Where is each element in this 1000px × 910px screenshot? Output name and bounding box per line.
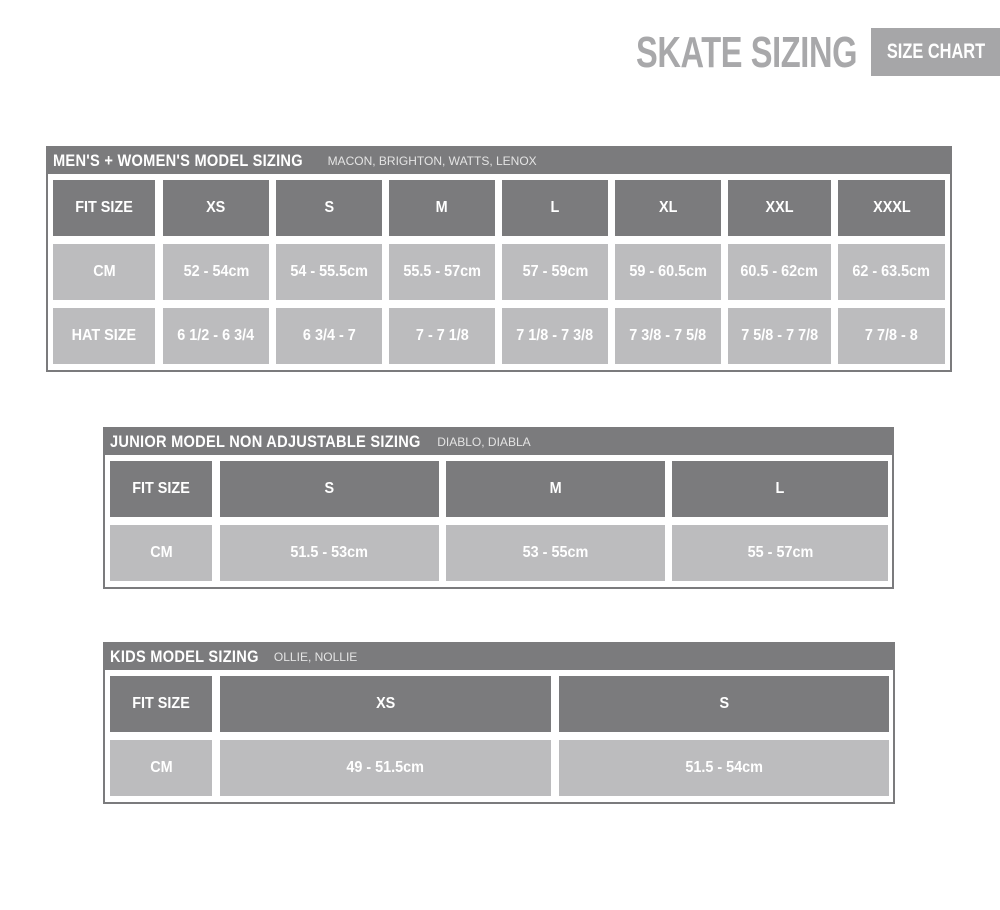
size-header xyxy=(615,180,721,236)
cell-text: 49 - 51.5cm xyxy=(346,759,425,776)
junior-sizing-header xyxy=(105,429,892,455)
cell-text: S xyxy=(719,695,729,712)
size-header xyxy=(163,180,269,236)
cell-text: L xyxy=(550,199,560,216)
fit-size-label xyxy=(110,461,212,517)
adult-sizing-header xyxy=(48,148,950,174)
cell-text: 60.5 - 62cm xyxy=(740,263,819,280)
size-header xyxy=(502,180,608,236)
adult-sizing-table xyxy=(46,146,952,372)
cell-text: 51.5 - 54cm xyxy=(685,759,763,776)
cell-text: 7 7/8 - 8 xyxy=(865,327,918,344)
hat-size-value xyxy=(615,308,721,364)
fit-size-label xyxy=(110,676,212,732)
cell-text: 55 - 57cm xyxy=(747,544,813,561)
size-header xyxy=(446,461,665,517)
cm-value xyxy=(163,244,269,300)
cm-value xyxy=(389,244,495,300)
cell-text: 7 5/8 - 7 7/8 xyxy=(741,327,818,344)
kids-sizing-grid xyxy=(105,670,893,802)
junior-sizing-table xyxy=(103,427,894,589)
size-header xyxy=(838,180,945,236)
fit-size-label xyxy=(53,180,155,236)
adult-sizing-models: MACON, BRIGHTON, WATTS, LENOX xyxy=(327,154,537,168)
cell-text: FIT SIZE xyxy=(132,695,190,712)
size-header xyxy=(389,180,495,236)
adult-sizing-title: MEN'S + WOMEN'S MODEL SIZING xyxy=(53,151,303,170)
cell-text: XS xyxy=(206,199,226,216)
cm-value xyxy=(615,244,721,300)
cm-label xyxy=(110,740,212,796)
hat-size-value xyxy=(389,308,495,364)
cell-text: XXL xyxy=(765,199,794,216)
cm-value xyxy=(502,244,608,300)
page-title: SKATE SIZING xyxy=(636,28,858,77)
cell-text: CM xyxy=(149,544,173,561)
cell-text: S xyxy=(324,480,335,497)
cell-text: 62 - 63.5cm xyxy=(852,263,931,280)
cell-text: 51.5 - 53cm xyxy=(290,544,369,561)
hat-size-label xyxy=(53,308,155,364)
junior-sizing-grid xyxy=(105,455,892,587)
cell-text: 6 3/4 - 7 xyxy=(302,327,356,344)
hat-size-value xyxy=(838,308,945,364)
cell-text: 54 - 55.5cm xyxy=(290,263,368,280)
cm-label xyxy=(110,525,212,581)
hat-size-value xyxy=(163,308,269,364)
cell-text: 7 - 7 1/8 xyxy=(415,327,469,344)
kids-sizing-models: OLLIE, NOLLIE xyxy=(273,650,358,664)
cm-value xyxy=(672,525,888,581)
cm-value xyxy=(728,244,831,300)
size-header xyxy=(728,180,831,236)
hat-size-value xyxy=(502,308,608,364)
cm-value xyxy=(220,740,551,796)
kids-sizing-title: KIDS MODEL SIZING xyxy=(110,647,259,666)
cm-value xyxy=(559,740,889,796)
cell-text: CM xyxy=(149,759,173,776)
hat-size-value xyxy=(728,308,831,364)
cell-text: 7 1/8 - 7 3/8 xyxy=(516,327,594,344)
size-header xyxy=(220,676,551,732)
size-header xyxy=(276,180,382,236)
cell-text: 52 - 54cm xyxy=(183,263,249,280)
cell-text: CM xyxy=(92,263,116,280)
cm-value xyxy=(220,525,439,581)
kids-sizing-header xyxy=(105,644,893,670)
size-chart-badge xyxy=(871,28,1000,76)
cm-value xyxy=(838,244,945,300)
cell-text: 6 1/2 - 6 3/4 xyxy=(177,327,255,344)
cell-text: XXXL xyxy=(872,199,911,216)
cell-text: 7 3/8 - 7 5/8 xyxy=(629,327,707,344)
size-header xyxy=(559,676,889,732)
kids-sizing-table xyxy=(103,642,895,804)
cell-text: 55.5 - 57cm xyxy=(403,263,481,280)
cell-text: L xyxy=(775,480,785,497)
cell-text: 53 - 55cm xyxy=(522,544,589,561)
cell-text: M xyxy=(435,199,448,216)
size-header xyxy=(220,461,439,517)
cell-text: M xyxy=(549,480,562,497)
cell-text: XS xyxy=(375,695,396,712)
cm-value xyxy=(446,525,665,581)
size-header xyxy=(672,461,888,517)
cell-text: HAT SIZE xyxy=(71,327,137,344)
cm-value xyxy=(276,244,382,300)
cell-text: S xyxy=(324,199,334,216)
size-chart-badge-label: SIZE CHART xyxy=(886,40,985,63)
junior-sizing-title: JUNIOR MODEL NON ADJUSTABLE SIZING xyxy=(110,432,421,451)
cell-text: 57 - 59cm xyxy=(522,263,588,280)
junior-sizing-models: DIABLO, DIABLA xyxy=(437,435,531,449)
hat-size-value xyxy=(276,308,382,364)
cm-label xyxy=(53,244,155,300)
cell-text: FIT SIZE xyxy=(75,199,133,216)
cell-text: XL xyxy=(658,199,678,216)
cell-text: FIT SIZE xyxy=(132,480,190,497)
adult-sizing-grid xyxy=(48,174,950,370)
cell-text: 59 - 60.5cm xyxy=(629,263,707,280)
